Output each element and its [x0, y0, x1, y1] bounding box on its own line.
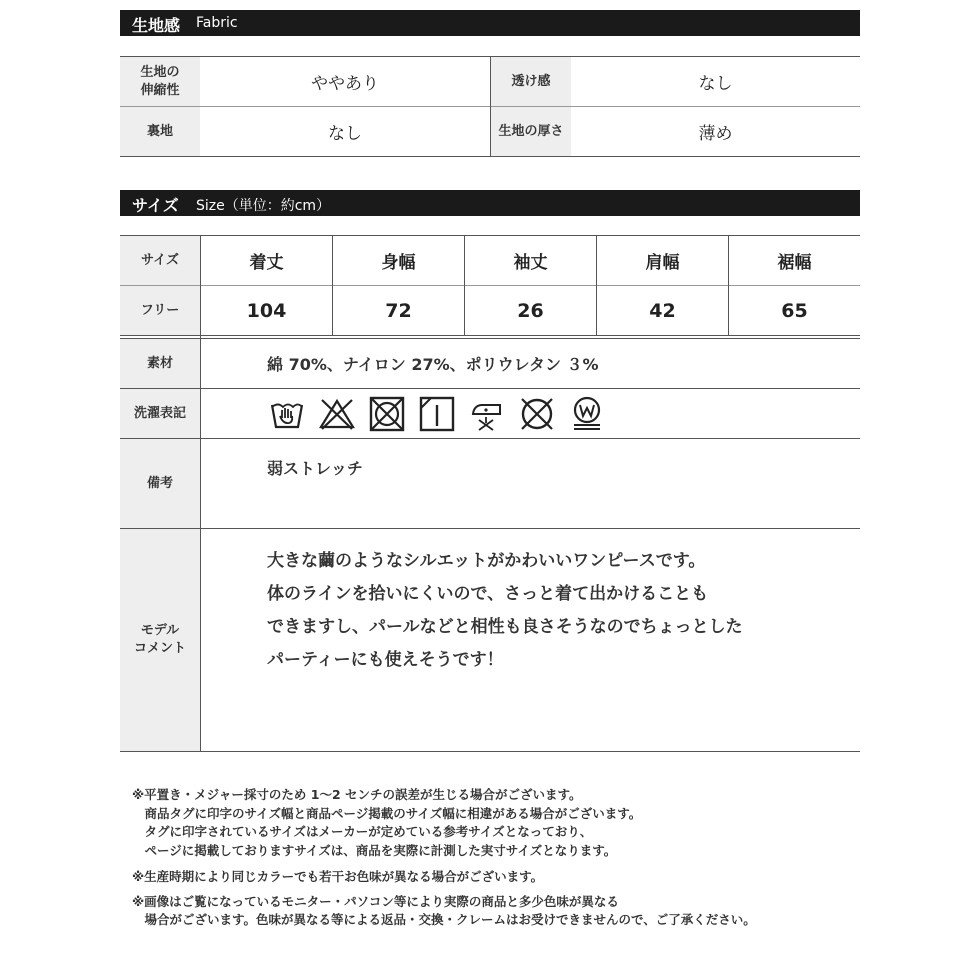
note-line: 場合がございます。色味が異なる等による返品・交換・クレームはお受けできませんので、ご了承ください。	[132, 912, 756, 927]
care-label: 洗濯表記	[120, 389, 200, 438]
size-row-label: フリー	[120, 286, 200, 335]
fabric-value-stretch: ややあり	[311, 74, 379, 94]
model-comment-line: できますし、パールなどと相性も良さそうなのでちょっとした	[267, 617, 743, 637]
fabric-label-thickness: 生地の厚さ	[491, 107, 571, 156]
size-table-col-divider	[728, 236, 729, 336]
model-comment-label: モデル コメント	[120, 529, 200, 751]
fabric-header-bar	[120, 10, 860, 36]
size-table-double-border-1	[120, 335, 860, 336]
note-line: ページに掲載しておりますサイズは、商品を実際に計測した実寸サイズとなります。	[132, 842, 617, 858]
size-table-double-border-2	[120, 338, 860, 339]
size-value-hem-width: 65	[781, 299, 808, 322]
notes-block	[132, 786, 756, 930]
model-comment-line: 体のラインを拾いにくいので、さっと着て出かけることも	[267, 584, 709, 604]
note-line: 商品タグに印字のサイズ幅と商品ページ掲載のサイズ幅に相違がある場合がございます。	[132, 805, 642, 821]
size-col-body-width: 身幅	[381, 253, 416, 273]
size-table-col-divider	[332, 236, 333, 336]
size-title: サイズ	[132, 196, 179, 215]
model-comment-text	[267, 545, 743, 677]
note-line: ※平置き・メジャー採寸のため 1〜2 センチの誤差が生じる場合がございます。	[132, 787, 582, 802]
material-row-divider	[120, 388, 860, 389]
no-dry-clean-icon	[519, 396, 555, 432]
size-value-sleeve-length: 26	[517, 299, 544, 322]
fabric-subtitle: Fabric	[196, 15, 238, 31]
iron-low-icon	[469, 396, 505, 432]
size-table-top-border	[120, 235, 860, 236]
fabric-table-bottom-border	[120, 156, 860, 157]
size-table-col-divider	[464, 236, 465, 336]
note-line: タグに印字されているサイズはメーカーが定めている参考サイズとなっており、	[132, 824, 593, 839]
fabric-table-center-divider	[490, 57, 491, 156]
remarks-label: 備考	[120, 439, 200, 528]
no-tumble-dry-icon	[369, 396, 405, 432]
fabric-value-thickness: 薄め	[698, 124, 733, 144]
detail-table-bottom-border	[120, 751, 860, 752]
hand-wash-30-icon	[269, 396, 305, 432]
size-subtitle: Size（単位：約cm）	[196, 198, 331, 214]
size-value-body-width: 72	[385, 299, 412, 322]
size-col-length: 着丈	[249, 253, 284, 273]
size-col-shoulder-width: 肩幅	[645, 253, 680, 273]
fabric-value-sheerness: なし	[698, 74, 733, 94]
size-header-bar	[120, 190, 860, 216]
size-value-shoulder-width: 42	[649, 299, 676, 322]
size-table-col-divider	[596, 236, 597, 336]
fabric-title: 生地感	[132, 16, 181, 35]
note-line: ※画像はご覧になっているモニター・パソコン等により実際の商品と多少色味が異なる	[132, 893, 619, 909]
line-dry-shade-icon	[419, 396, 455, 432]
model-comment-line: パーティーにも使えそうです！	[267, 650, 504, 670]
fabric-label-sheerness: 透け感	[491, 57, 571, 106]
size-table-header-divider	[120, 285, 860, 286]
model-comment-line: 大きな繭のようなシルエットがかわいいワンピースです。	[267, 551, 706, 571]
size-value-length: 104	[246, 299, 287, 322]
remarks-value: 弱ストレッチ	[267, 459, 363, 478]
size-header-label: サイズ	[120, 236, 200, 285]
wet-clean-icon	[569, 396, 605, 432]
size-table-label-divider	[200, 236, 201, 751]
size-col-hem-width: 裾幅	[777, 253, 812, 273]
note-line: ※生産時期により同じカラーでも若干お色味が異なる場合がございます。	[132, 869, 544, 884]
fabric-label-lining: 裏地	[120, 107, 200, 156]
remarks-row-divider	[120, 528, 860, 529]
fabric-label-stretch: 生地の 伸縮性	[120, 57, 200, 106]
material-label: 素材	[120, 339, 200, 388]
size-col-sleeve-length: 袖丈	[513, 253, 548, 273]
no-bleach-icon	[319, 396, 355, 432]
care-row-divider	[120, 438, 860, 439]
fabric-value-lining: なし	[328, 124, 362, 144]
material-value: 綿 70%、ナイロン 27%、ポリウレタン ３%	[267, 355, 599, 374]
